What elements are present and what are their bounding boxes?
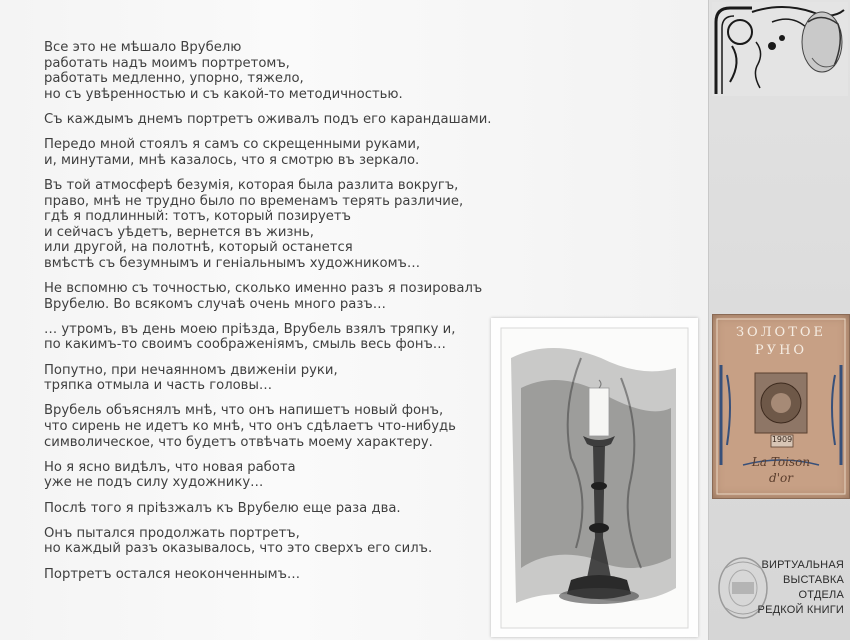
- cover-year: 1909: [771, 435, 793, 444]
- paragraph: Попутно, при нечаянномъ движеніи руки, тряпка отмыла и часть головы…: [44, 362, 338, 394]
- paragraph: Съ каждымъ днемъ портретъ оживалъ подъ его карандашами.: [44, 111, 492, 127]
- golden-fleece-cover: [712, 314, 850, 499]
- badge-line: РЕДКОЙ КНИГИ: [757, 604, 844, 616]
- candlestick-drawing: [491, 318, 698, 637]
- paragraph: Онъ пытался продолжать портретъ, но каждый разъ оказывалось, что это сверхъ его силъ.: [44, 525, 433, 557]
- paragraph: Передо мной стоялъ я самъ со скрещенными руками, и, минутами, мнѣ казалось, что я смотрю въ зеркало.: [44, 137, 421, 168]
- cover-subtitle-2: d'or: [769, 471, 793, 485]
- paragraph: … утромъ, въ день моею пріѣзда, Врубель взялъ тряпку и, по какимъ-то своимъ соображеніямъ, смыль весь фонъ…: [44, 321, 456, 353]
- candlestick-illustration: [491, 318, 698, 637]
- badge-line: ОТДЕЛА: [798, 589, 844, 601]
- memoir-text: [44, 40, 514, 592]
- library-badge: [714, 548, 848, 638]
- paragraph: Не вспомню съ точностью, сколько именно разъ я позировалъ Врубелю. Во всякомъ случаѣ очень много разъ…: [44, 281, 483, 312]
- paragraph: Портретъ остался неоконченнымъ…: [44, 566, 301, 582]
- paragraph: Врубель объяснялъ мнѣ, что онъ напишетъ новый фонъ, что сирень не идетъ ко мнѣ, что онъ сдѣлаетъ что-нибудь символическое, что будетъ отвѣчать моему характеру.: [44, 403, 456, 450]
- cover-title-2: РУНО: [754, 343, 808, 358]
- badge-line: ВИРТУАЛЬНАЯ: [761, 559, 844, 571]
- paragraph: Все это не мѣшало Врубелю работать надъ моимъ портретомъ, работать медленно, упорно, тяжело, но съ увѣренностью и съ какой-то методичностью.: [44, 40, 403, 102]
- cover-subtitle: La Toison: [751, 455, 811, 469]
- paragraph: Послѣ того я пріѣзжалъ къ Врубелю еще раза два.: [44, 500, 401, 516]
- paragraph: Но я ясно видѣлъ, что новая работа уже не подъ силу художнику…: [44, 459, 296, 491]
- badge-line: ВЫСТАВКА: [782, 574, 844, 586]
- paragraph: Въ той атмосферѣ безумія, которая была разлита вокругъ, право, мнѣ не трудно было по временамъ терять различие, гдѣ я подлинный: тотъ, который позируетъ и сейчасъ уѣдетъ, вернется въ жизнь, или другой, на полотнѣ, который останется вмѣстѣ съ безумнымъ и геніальнымъ художникомъ…: [44, 177, 464, 271]
- art-nouveau-ornament: [712, 2, 848, 96]
- exhibition-label: [758, 558, 844, 618]
- cover-title: ЗОЛОТОЕ: [735, 325, 827, 340]
